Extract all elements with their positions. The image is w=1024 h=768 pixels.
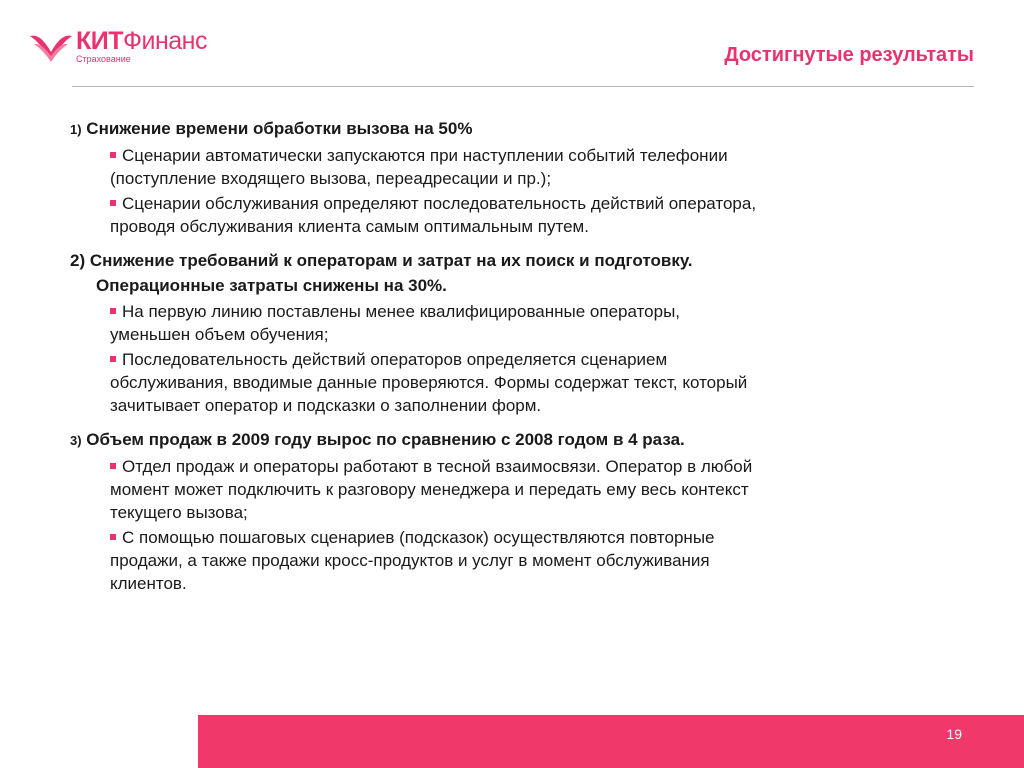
slide-content: [70, 116, 990, 605]
bullet-line: клиентов.: [110, 574, 187, 593]
result-section-2: [70, 248, 990, 417]
bullet-line: уменьшен объем обучения;: [110, 325, 329, 344]
list-item: [110, 192, 990, 238]
bullet-line: Сценарии автоматически запускаются при наступлении событий телефонии: [122, 146, 728, 165]
section-heading-text: Снижение времени обработки вызова на 50%: [86, 119, 473, 138]
bullet-line: продажи, а также продажи кросс-продуктов и услуг в момент обслуживания: [110, 551, 710, 570]
section-number: 2): [70, 251, 86, 270]
bullet-line: (поступление входящего вызова, переадресации и пр.);: [110, 169, 552, 188]
kit-wing-logo-icon: [28, 30, 74, 64]
square-bullet-icon: [110, 200, 116, 206]
bullet-line: Отдел продаж и операторы работают в тесной взаимосвязи. Оператор в любой: [122, 457, 753, 476]
square-bullet-icon: [110, 152, 116, 158]
square-bullet-icon: [110, 534, 116, 540]
section-heading-text: Объем продаж в 2009 году вырос по сравнению с 2008 годом в 4 раза.: [86, 430, 685, 449]
bullet-line: текущего вызова;: [110, 503, 248, 522]
bullet-line: Сценарии обслуживания определяют последовательность действий оператора,: [122, 194, 757, 213]
logo-name: [76, 26, 207, 56]
bullet-line: зачитывает оператор и подсказки о заполнении форм.: [110, 396, 542, 415]
list-item: [110, 348, 990, 417]
section-heading: [70, 116, 990, 142]
section-number: 3): [70, 433, 82, 448]
section-number: 1): [70, 122, 82, 137]
bullet-line: проводя обслуживания клиента самым оптимальным путем.: [110, 217, 589, 236]
section-heading-continuation: Операционные затраты снижены на 30%.: [96, 276, 447, 295]
bullet-line: С помощью пошаговых сценариев (подсказок) осуществляются повторные: [122, 528, 715, 547]
result-section-1: [70, 116, 990, 238]
bullet-line: обслуживания, вводимые данные проверяются. Формы содержат текст, который: [110, 373, 748, 392]
bullet-line: На первую линию поставлены менее квалифицированные операторы,: [122, 302, 681, 321]
logo-subtitle: Страхование: [76, 54, 131, 64]
footer-bar: [198, 715, 1024, 768]
page-title: Достигнутые результаты: [724, 44, 974, 66]
square-bullet-icon: [110, 356, 116, 362]
logo-name-regular: Финанс: [123, 27, 207, 55]
list-item: [110, 526, 990, 595]
list-item: [110, 144, 990, 190]
result-section-3: [70, 427, 990, 595]
section-heading-text: Снижение требований к операторам и затрат на их поиск и подготовку.: [89, 251, 693, 270]
list-item: [110, 300, 990, 346]
list-item: [110, 455, 990, 524]
title-divider: [72, 86, 974, 87]
square-bullet-icon: [110, 308, 116, 314]
page-number: 19: [946, 726, 962, 742]
bullet-line: Последовательность действий операторов определяется сценарием: [122, 350, 668, 369]
section-heading: [70, 248, 990, 273]
bullet-line: момент может подключить к разговору менеджера и передать ему весь контекст: [110, 480, 749, 499]
section-heading: [70, 427, 990, 453]
logo-name-bold: КИТ: [76, 27, 123, 55]
square-bullet-icon: [110, 463, 116, 469]
